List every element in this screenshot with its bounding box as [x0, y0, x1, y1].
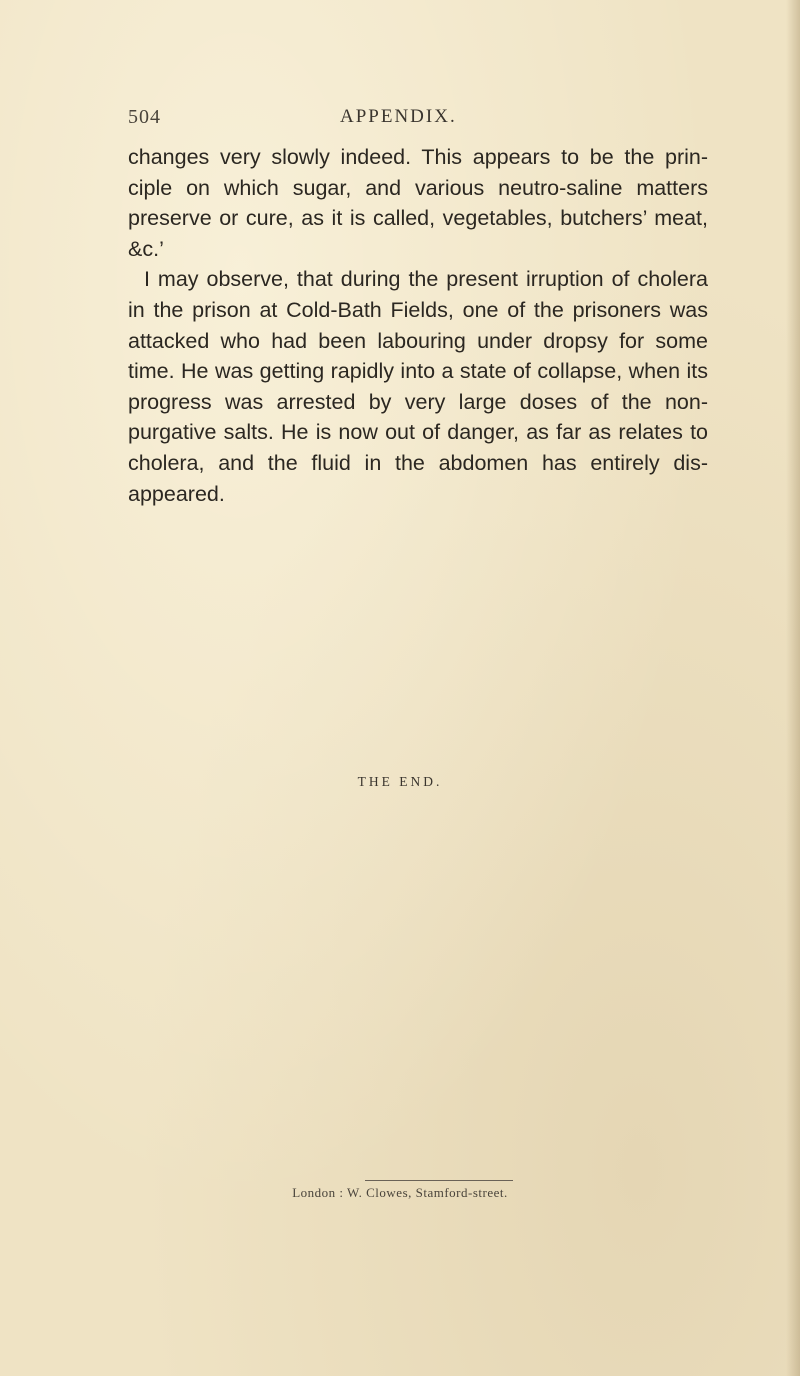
running-head-title: APPENDIX. — [340, 106, 457, 127]
page-edge-shadow — [786, 0, 800, 1376]
imprint-rule — [365, 1180, 513, 1181]
the-end-mark: THE END. — [357, 774, 443, 789]
printer-imprint: London : W. Clowes, Stamford-street. — [292, 1185, 508, 1200]
body-text — [128, 142, 708, 509]
paragraph-cholera-observation: I may observe, that during the present irruption of cholera in the prison at Cold-Bath Fields, one of the prisoners was attacked who had been labouring under dropsy for some time. He was getting rapidly into a state of collapse, when its progress was arrested by very large doses of the non- purgative salts. He is now out of danger, as far as relates to cholera, and the fluid in the abdomen has entirely dis- appeared. — [128, 267, 708, 506]
running-head — [128, 106, 708, 136]
page-number: 504 — [128, 106, 161, 128]
paragraph-continuation: changes very slowly indeed. This appears to be the prin- ciple on which sugar, and various neutro-saline matters preserve or cure, as it is called, vegetables, butchers’ meat, &c.’ — [128, 145, 708, 261]
